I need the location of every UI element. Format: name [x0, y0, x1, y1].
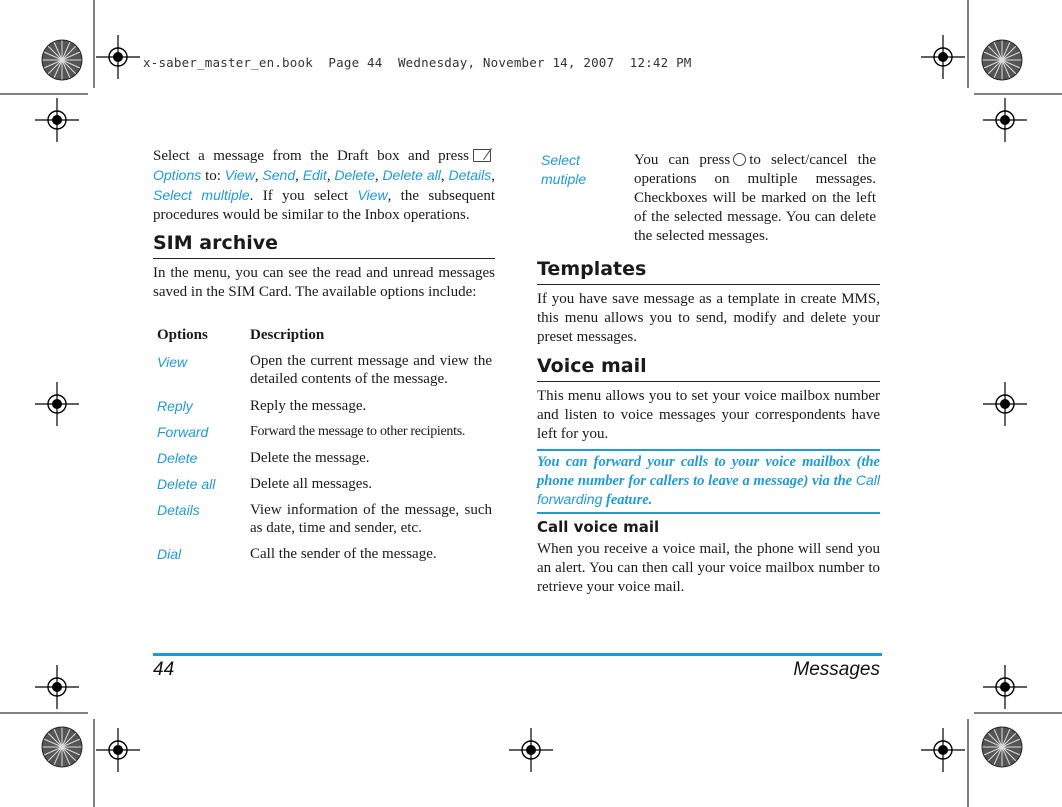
color-star-icon — [982, 727, 1022, 767]
call-voice-mail-heading: Call voice mail — [537, 518, 660, 536]
color-star-icon — [42, 727, 82, 767]
registration-mark-icon — [983, 382, 1027, 426]
select-multiple-description: You can press to select/cancel the operations on multiple messages. Checkboxes will be marked on the left of the selected message. You can delete the selected messages. — [634, 152, 876, 244]
call-forwarding-note: You can forward your calls to your voice mailbox (the phone number for callers to leave a message) via the Call forwarding feature. — [537, 449, 880, 514]
draft-intro-paragraph: Select a message from the Draft box and pressOptions to: View, Send, Edit, Delete, Delete all, Details, Select multiple. If you select View, the subsequent procedures would be similar to the Inbox operations. — [153, 148, 496, 223]
table-description: Open the current message and view the detailed contents of the message. — [250, 353, 492, 387]
registration-mark-icon — [509, 728, 553, 772]
table-option: Delete — [157, 450, 198, 466]
voice-mail-heading: Voice mail — [537, 355, 880, 382]
table-option: Forward — [157, 424, 209, 440]
table-option: View — [157, 354, 188, 370]
table-description: Delete the message. — [250, 450, 370, 466]
table-option: Dial — [157, 546, 182, 562]
table-description: Delete all messages. — [250, 476, 373, 492]
registration-mark-icon — [983, 665, 1027, 709]
table-option: Details — [157, 502, 200, 518]
registration-mark-icon — [96, 35, 140, 79]
sim-archive-body: In the menu, you can see the read and unread messages saved in the SIM Card. The available options include: — [153, 265, 495, 300]
page-number: 44 — [153, 659, 175, 680]
footer-divider — [153, 653, 882, 656]
table-description: Reply the message. — [250, 398, 367, 414]
registration-mark-icon — [35, 98, 79, 142]
registration-mark-icon — [921, 728, 965, 772]
ok-key-icon — [733, 153, 746, 166]
options-key-icon — [473, 149, 491, 162]
templates-body: If you have save message as a template in create MMS, this menu allows you to send, modify and delete your preset messages. — [537, 291, 880, 345]
templates-heading: Templates — [537, 258, 880, 285]
voice-mail-body: This menu allows you to set your voice mailbox number and listen to voice messages your correspondents have left for you. — [537, 388, 880, 442]
registration-mark-icon — [983, 98, 1027, 142]
call-voice-mail-body: When you receive a voice mail, the phone will send you an alert. You can then call your voice mailbox number to retrieve your voice mail. — [537, 541, 880, 595]
section-title: Messages — [793, 659, 880, 680]
table-header-options: Options — [157, 327, 208, 343]
table-description: Forward the message to other recipients. — [250, 424, 466, 439]
registration-mark-icon — [35, 382, 79, 426]
registration-mark-icon — [96, 728, 140, 772]
select-multiple-option: Select mutiple — [541, 152, 587, 187]
color-star-icon — [982, 40, 1022, 80]
table-description: Call the sender of the message. — [250, 546, 437, 562]
registration-mark-icon — [921, 35, 965, 79]
color-star-icon — [42, 40, 82, 80]
table-option: Delete all — [157, 476, 216, 492]
table-description: View information of the message, such as date, time and sender, etc. — [250, 502, 492, 536]
table-header-description: Description — [250, 327, 325, 343]
table-option: Reply — [157, 398, 193, 414]
sim-archive-heading: SIM archive — [153, 232, 495, 259]
registration-mark-icon — [35, 665, 79, 709]
print-header: x-saber_master_en.book Page 44 Wednesday, November 14, 2007 12:42 PM — [143, 55, 692, 70]
